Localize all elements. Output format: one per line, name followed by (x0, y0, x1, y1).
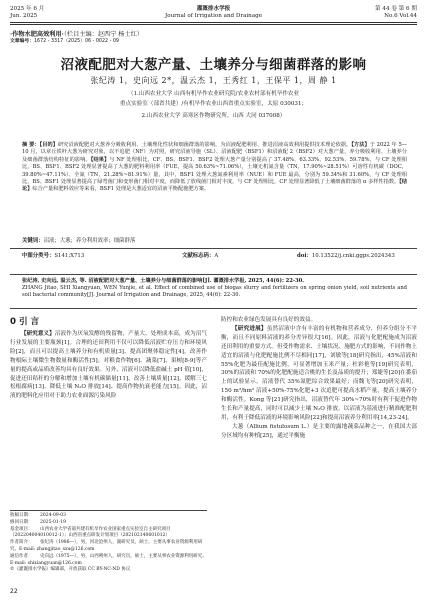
paper-title: 沼液配肥对大葱产量、土壤养分与细菌群落的影响 (60, 57, 367, 73)
body-column-left (10, 316, 207, 401)
footnote (10, 527, 207, 541)
footnote-value: 2025-01-19 (40, 519, 66, 525)
paragraph-tag: 【研究进展】 (232, 325, 267, 332)
column-line (10, 31, 143, 39)
footnote (10, 520, 207, 527)
abstract-result-tag: 【结果】 (90, 156, 110, 163)
divider (10, 274, 417, 275)
body-column-right (221, 316, 417, 441)
citation-cn: 张纪涛, 史向远, 温云杰, 等. 沼液配肥对大葱产量、土壤养分与细菌群落的影响[J]. 灌溉排水学报, 2025, 44(6): 22-30. (22, 278, 305, 284)
document-code-value: A (214, 253, 219, 259)
footnote-key: 收稿日期： (10, 513, 33, 518)
doi-value[interactable]: 10.13522/j.cnki.ggps.2024343 (311, 253, 395, 259)
footnote (10, 513, 207, 520)
abstract-method: 于 2022 年 5—10 月，以章丘铁杆大葱为研究对象，以不追肥（NF）为对照，研究沼液导施（SL）、沼液配肥（BSF1）和沼液配 2（BSF2）对大葱产量、养分吸收利用、土壤养分及细菌群落结构特征的影响。 (22, 142, 407, 163)
divider (10, 308, 417, 309)
affiliation-line-1: （1.山西农业大学 山西有机旱作农业研究院/农业农村部有机旱作农业 (127, 91, 300, 97)
author-list: 张纪涛 1，史向远 2*，温云杰 1，王秀红 1，王保平 1，周 静 1 (90, 76, 337, 85)
clc-label: 中图分类号： (22, 253, 55, 259)
volume-issue-cn: 第 44 卷 第 6 期 (375, 6, 417, 12)
clc-code (22, 252, 84, 260)
divider (10, 248, 417, 249)
footnote-license (10, 567, 207, 574)
classification-row (22, 252, 405, 272)
issue-date-cn: 2025 年 6 月 (10, 6, 45, 12)
species-name: 大葱（Allium fistulosum L.） (232, 423, 313, 430)
abstract-objective-tag: 【目的】 (39, 142, 58, 148)
footnote-value: 史向远（1975—），男，山西朔州人，研究员，硕士，主要从事农业资源利用研究。E-mail: shixiangyuan@126.com (10, 553, 207, 566)
header-center (10, 6, 417, 20)
abstract-method-tag: 【方法】 (351, 142, 370, 148)
keywords-value: 沼液；大葱；养分利用效率；细菌群落 (43, 238, 136, 244)
footnote-rule (10, 510, 207, 511)
header-right (375, 6, 417, 20)
intro-paragraph-2 (221, 325, 417, 423)
clc-value: S141;X713 (54, 253, 85, 259)
abstract-result: 与 NF 处理相比，CF、BS、BSF1、BSF2 处理大葱产量分别提高了 37.48%、63.33%、92.53%、59.78%，与 CF 处理相比，BS、BSF1、BSF2 处理显著提高了大葱的肥料利用率（FUE，提高 50.63%~71.06%），土壤无机氮含量（TN，17.90%~28.51%）可溶性有机碳（DOC，39.80%~47.11%）、全氮（TN，21.28%~81.91%）量，其中，BSF1 处理大葱氮素利用率（NUE）和 FUE 最高，分别为 59.34%和 31.60%，与 CF 处理相比，BS、BSF1 处理显著提高了绿弯菌门和变形菌门相对丰度，而降低了放线菌门相对丰度，与 CF 处理相比，CF 处理显著降低了土壤细菌群落的 α 多样性指数。 (22, 156, 407, 186)
doi-label: doi： (297, 253, 312, 259)
footnote (10, 554, 207, 568)
abstract (22, 142, 407, 194)
abstract-conclusion: 综合产量和肥料效应等来看，BSF1 处理是大葱适宜的沼液平衡配施肥方案。 (32, 186, 210, 193)
paragraph-text: 沼液作为厌氧发酵的残留物，产量大、处理成本高，成为沼气行业发展的主要瓶颈[1]。合理的还田利用不仅可以降低沼液贮存压力和环境风险[2]，而且可以提高土壤养分和有机质量[3]，提高团聚体稳定性[4]，改善作物根际土壤微生物数量和酶活性[5]。对粮食作物[6]、蔬菜[7]、果树[8-9]等产量的提高或品质改善均具有良好效果。另外，沼液可以降低盐碱土 pH 值[10]，促进还田秸秆的分解和增加土壤有机碳储量[11]，改善土壤质量[12]。缓解三七松根腐病[13]、降低土壤 N₂O 排放[14]、提高作物抗衰老能力[15]。因此，沼液的肥料化应用对于助力农业面源污染风险 (10, 331, 207, 400)
abstract-conclusion-tag: 【结论】 (22, 179, 407, 193)
doi (297, 252, 395, 260)
citation-block (22, 278, 407, 300)
section-heading: 0 引 言 (10, 317, 40, 327)
column-editors: （栏目主编：赵西宁 杨士红） (63, 31, 144, 38)
footnote-value: 张纪涛（1986—），男，河北沧州人，副研究员，硕士，主要从事农业资源利用研究。E-mail: zhangjitao_sxu@126.com (10, 540, 203, 552)
footnote-key: 通信作者： (10, 553, 33, 559)
footnote-value: 山西农业大学省部共建有机旱作农业国家重点实验室自主研究项目（202204004010012-1）；山西省重点研发计划项目（202102140601012） (10, 526, 171, 539)
issue-date-en: Jun. 2025 (10, 13, 38, 19)
abstract-objective: 研究沼液配肥对大葱养分吸收利用、土壤理化性状和细菌群落的影响，为沼液配肥利用、推进沼液高效利用提供技术理论依据。 (57, 142, 352, 148)
footnote-key: 修回日期： (10, 519, 33, 525)
footnote (10, 540, 207, 554)
header-rule-thin (10, 24, 417, 25)
footnote-key: 作者简介： (10, 540, 33, 546)
keywords (22, 238, 135, 245)
paragraph-tag: 【研究意义】 (21, 331, 55, 337)
page-number: 22 (10, 588, 18, 595)
keywords-label: 关键词： (22, 238, 44, 244)
license-text: ©《灌溉排水学报》编辑部，开放获取 CC BY-NC-ND 协议 (10, 567, 131, 573)
intro-paragraph-1 (10, 330, 207, 401)
affiliation-line-2: 重点实验室（部省共建）/有机旱作农业山西省重点实验室，太原 030031； (119, 101, 308, 107)
article-number (10, 39, 119, 45)
article-number-value: 1672 - 3317（2025）06 - 0022 - 09 (34, 39, 119, 44)
footnote-value: 2024-09-03 (40, 513, 66, 518)
footnotes (10, 513, 207, 574)
paragraph-text: 虽然沼液中含有丰富的有机物和营养成分，但养分组分不平衡，而且不同原料沼液的养分差异很大[16]。因此，沼液与化肥配施成为沼液还田利用的重要方式。但受作物需求、土壤状况、施肥方式的影响，不同作物上适宜的沼液与化肥配施比例不尽相同[17]，刘敏等[18]研究指出，45%沼液和 55%化肥为最佳配施比例，可显著增加玉米产量；杜彩艳等[19]研究表明，30%的沼液和 70%的化肥配施适合桃的生长及品质的提升；郑婕等[20]在番茄上的试验显示，沼液替代 35%氮肥综合效果最好；而魏飞等[20]研究表明，150 m³/hm² 沼液+50%-75%化肥+3 次追肥可提高水稻产量，提高土壤养分和酶活性。Kong 等[21]研究指出，沼液替代年 30%~70%时有利于促进作物生长和产量提高，同时可以减少土壤 N₂O 排放。以沼液为基液进行精准配肥利用，有利于降低沼液的环境影响风险[22]和提高沼液养分利用率[14,23-24]。 (221, 325, 417, 421)
footnote-key: 基金项目： (10, 526, 33, 532)
intro-paragraph-3 (221, 423, 417, 441)
intro-paragraph-1-cont: 防控和农业绿色发展具有良好的效益。 (221, 317, 317, 323)
abstract-label: 摘 要： (22, 142, 40, 148)
journal-name-cn: 灌溉排水学报 (196, 6, 231, 12)
volume-issue-en: No.6 Vol.44 (384, 13, 417, 19)
column-name: ·作物水肥高效利用· (10, 31, 64, 38)
affiliation-line-3: 2.山西农业大学 高寒区作物研究所，山西 大同 037008） (141, 113, 286, 119)
citation-en: ZHANG Jitao, SHI Xiangyuan, WEN Yunjie, et al. Effect of combined use of biogas slurry and fertilizers on spring onion yield, soil nutrients and soil bacterial community[J]. Journal of Irrigation and Drainage, 2025, 44(6): 22-30. (22, 285, 407, 299)
article-number-label: 文章编号： (10, 39, 34, 44)
journal-name-en: Journal of Irrigation and Drainage (164, 13, 263, 19)
paragraph-text: 是主要的露地蔬菜品种之一，在我国大部分区域均有种植[25]，通过平衡施 (221, 423, 417, 439)
document-code (182, 252, 218, 260)
document-code-label: 文献标志码： (182, 253, 215, 259)
